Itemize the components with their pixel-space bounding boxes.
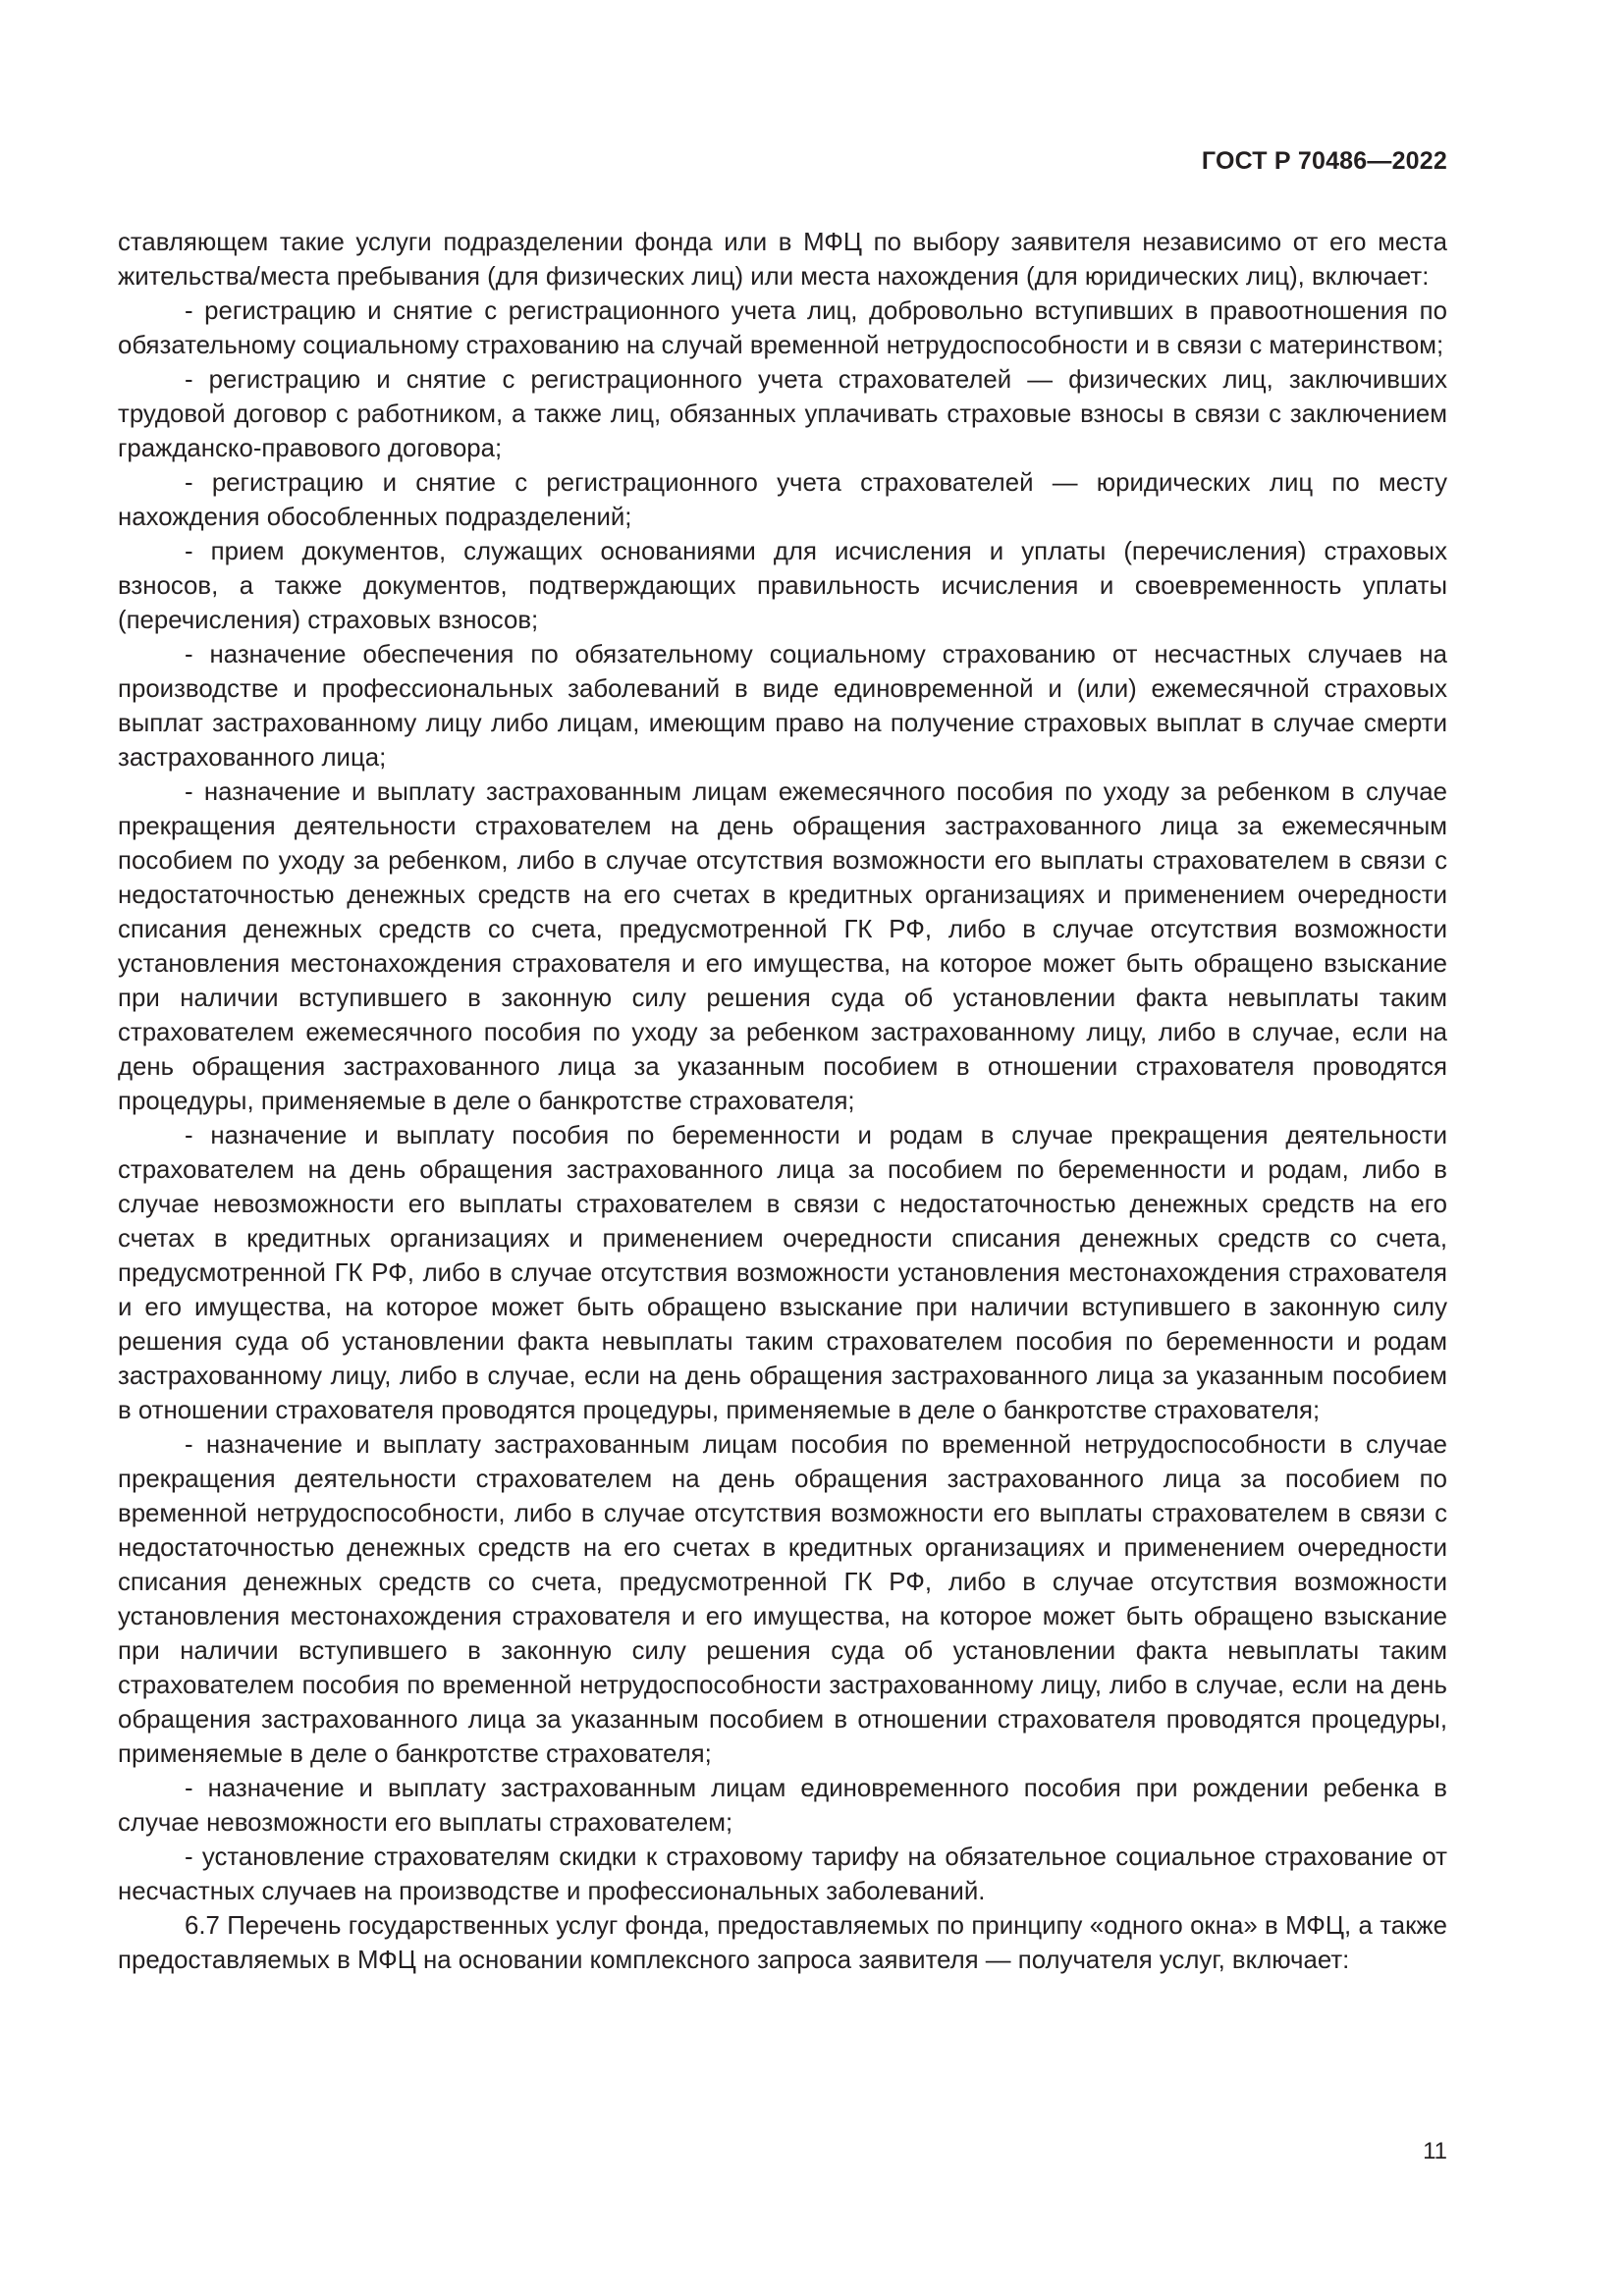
- standard-code: ГОСТ Р 70486—2022: [1201, 147, 1447, 175]
- paragraph-continuation: ставляющем такие услуги подразделении фонда или в МФЦ по выбору заявителя независимо от его места жительства/места пребывания (для физических лиц) или места нахождения (для юридических лиц), включает:: [118, 229, 1447, 291]
- list-item-sick-leave-allowance: - назначение и выплату застрахованным лицам пособия по временной нетрудоспособности в случае прекращения деятельности страхователем на день обращения застрахованного лица за пособием по временной нетрудоспособности, либо в случае отсутствия возможности его выплаты страхователем в связи с недостаточностью денежных средств на его счетах в кредитных организациях и применением очередности списания денежных средств со счета, предусмотренной ГК РФ, либо в случае отсутствия возможности установления местонахождения страхователя и его имущества, на которое может быть обращено взыскание при наличии вступившего в законную силу решения суда об установлении факта невыплаты таким страхователем пособия по временной нетрудоспособности застрахованному лицу, либо в случае, если на день обращения застрахованного лица за указанным пособием в отношении страхователя проводятся процедуры, применяемые в деле о банкротстве страхователя;: [118, 1431, 1447, 1768]
- section-6-7-paragraph: 6.7 Перечень государственных услуг фонда, предоставляемых по принципу «одного окна» в МФЦ, а также предоставляемых в МФЦ на основании комплексного запроса заявителя — получателя услуг, включает:: [118, 1912, 1447, 1974]
- document-body: [118, 226, 1447, 1978]
- list-item-tariff-discount: - установление страхователям скидки к страховому тарифу на обязательное социальное страхование от несчастных случаев на производстве и профессиональных заболеваний.: [118, 1843, 1447, 1905]
- list-item-voluntary-registration: - регистрацию и снятие с регистрационного учета лиц, добровольно вступивших в правоотношения по обязательному социальному страхованию на случай временной нетрудоспособности и в связи с материнством;: [118, 297, 1447, 359]
- list-item-childcare-allowance: - назначение и выплату застрахованным лицам ежемесячного пособия по уходу за ребенком в случае прекращения деятельности страхователем на день обращения застрахованного лица за ежемесячным пособием по уходу за ребенком, либо в случае отсутствия возможности его выплаты страхователем в связи с недостаточностью денежных средств на его счетах в кредитных организациях и применением очередности списания денежных средств со счета, предусмотренной ГК РФ, либо в случае отсутствия возможности установления местонахождения страхователя и его имущества, на которое может быть обращено взыскание при наличии вступившего в законную силу решения суда об установлении факта невыплаты таким страхователем ежемесячного пособия по уходу за ребенком застрахованному лицу, либо в случае, если на день обращения застрахованного лица за указанным пособием в отношении страхователя проводятся процедуры, применяемые в деле о банкротстве страхователя;: [118, 778, 1447, 1115]
- list-item-legal-entity-branches: - регистрацию и снятие с регистрационного учета страхователей — юридических лиц по месту нахождения обособленных подразделений;: [118, 469, 1447, 531]
- list-item-accident-insurance: - назначение обеспечения по обязательному социальному страхованию от несчастных случаев на производстве и профессиональных заболеваний в виде единовременной и (или) ежемесячной страховых выплат застрахованному лицу либо лицам, имеющим право на получение страховых выплат в случае смерти застрахованного лица;: [118, 641, 1447, 772]
- list-item-birth-allowance: - назначение и выплату застрахованным лицам единовременного пособия при рождении ребенка в случае невозможности его выплаты страхователем;: [118, 1775, 1447, 1837]
- page-number: 11: [1423, 2138, 1447, 2164]
- list-item-maternity-allowance: - назначение и выплату пособия по беременности и родам в случае прекращения деятельности страхователем на день обращения застрахованного лица за пособием по беременности и родам, либо в случае невозможности его выплаты страхователем в связи с недостаточностью денежных средств на его счетах в кредитных организациях и применением очередности списания денежных средств со счета, предусмотренной ГК РФ, либо в случае отсутствия возможности установления местонахождения страхователя и его имущества, на которое может быть обращено взыскание при наличии вступившего в законную силу решения суда об установлении факта невыплаты таким страхователем пособия по беременности и родам застрахованному лицу, либо в случае, если на день обращения застрахованного лица за указанным пособием в отношении страхователя проводятся процедуры, применяемые в деле о банкротстве страхователя;: [118, 1122, 1447, 1424]
- list-item-individual-insurers: - регистрацию и снятие с регистрационного учета страхователей — физических лиц, заключивших трудовой договор с работником, а также лиц, обязанных уплачивать страховые взносы в связи с заключением гражданско-правового договора;: [118, 366, 1447, 462]
- list-item-contribution-documents: - прием документов, служащих основаниями для исчисления и уплаты (перечисления) страховых взносов, а также документов, подтверждающих правильность исчисления и своевременность уплаты (перечисления) страховых взносов;: [118, 538, 1447, 634]
